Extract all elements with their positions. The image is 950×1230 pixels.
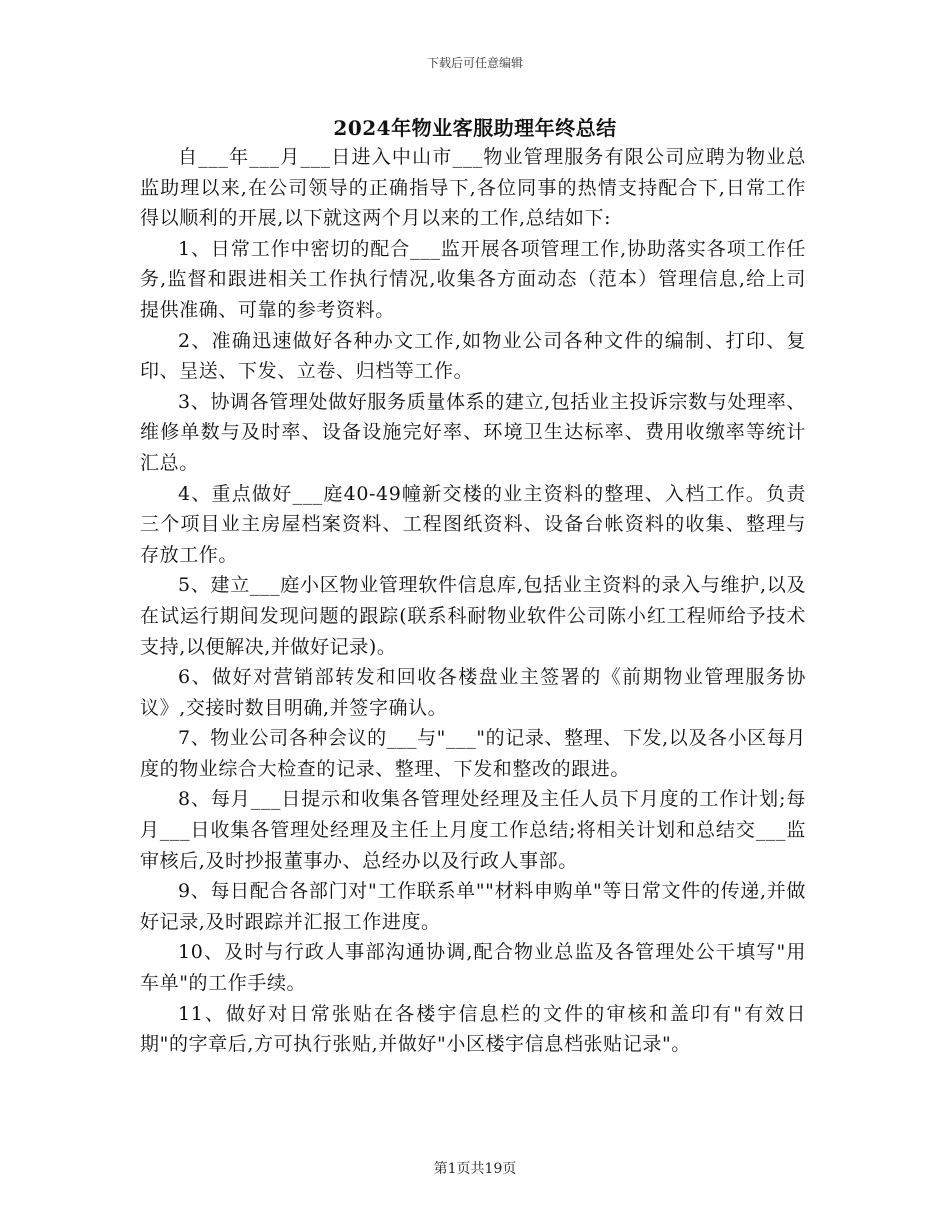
download-note: 下载后可任意编辑 <box>426 56 523 70</box>
item-paragraph-10: 10、及时与行政人事部沟通协调,配合物业总监及各管理处公干填写"用车单"的工作手续。 <box>140 941 806 995</box>
item-paragraph-11: 11、做好对日常张贴在各楼宇信息栏的文件的审核和盖印有"有效日期"的字章后,方可执行张贴,并做好"小区楼宇信息档张贴记录"。 <box>140 1002 806 1056</box>
item-paragraph-2: 2、准确迅速做好各种办文工作,如物业公司各种文件的编制、打印、复印、呈送、下发、立卷、归档等工作。 <box>140 329 806 383</box>
page-number: 第1页共19页 <box>433 1161 517 1177</box>
item-paragraph-9: 9、每日配合各部门对"工作联系单""材料申购单"等日常文件的传递,并做好记录,及时跟踪并汇报工作进度。 <box>140 880 806 933</box>
item-paragraph-6: 6、做好对营销部转发和回收各楼盘业主签署的《前期物业管理服务协议》,交接时数目明确,并签字确认。 <box>140 666 806 719</box>
item-paragraph-1: 1、日常工作中密切的配合___监开展各项管理工作,协助落实各项工作任务,监督和跟进相关工作执行情况,收集各方面动态（范本）管理信息,给上司提供准确、可靠的参考资料。 <box>140 237 806 321</box>
item-paragraph-4: 4、重点做好___庭40-49幢新交楼的业主资料的整理、入档工作。负责三个项目业主房屋档案资料、工程图纸资料、设备台帐资料的收集、整理与存放工作。 <box>140 482 806 566</box>
document-title: 2024年物业客服助理年终总结 <box>333 116 617 140</box>
item-paragraph-3: 3、协调各管理处做好服务质量体系的建立,包括业主投诉宗数与处理率、维修单数与及时率、设备设施完好率、环境卫生达标率、费用收缴率等统计汇总。 <box>140 390 806 474</box>
intro-paragraph: 自___年___月___日进入中山市___物业管理服务有限公司应聘为物业总监助理以来,在公司领导的正确指导下,各位同事的热情支持配合下,日常工作得以顺利的开展,以下就这两个月以来的工作,总结如下: <box>140 146 806 230</box>
item-paragraph-8: 8、每月___日提示和收集各管理处经理及主任人员下月度的工作计划;每月___日收集各管理处经理及主任上月度工作总结;将相关计划和总结交___监审核后,及时抄报董事办、总经办以及行政人事部。 <box>140 788 806 872</box>
document-body <box>140 142 806 1060</box>
item-paragraph-5: 5、建立___庭小区物业管理软件信息库,包括业主资料的录入与维护,以及在试运行期间发现问题的跟踪(联系科耐物业软件公司陈小红工程师给予技术支持,以便解决,并做好记录)。 <box>140 574 806 658</box>
item-paragraph-7: 7、物业公司各种会议的___与"___"的记录、整理、下发,以及各小区每月度的物业综合大检查的记录、整理、下发和整改的跟进。 <box>140 727 806 780</box>
